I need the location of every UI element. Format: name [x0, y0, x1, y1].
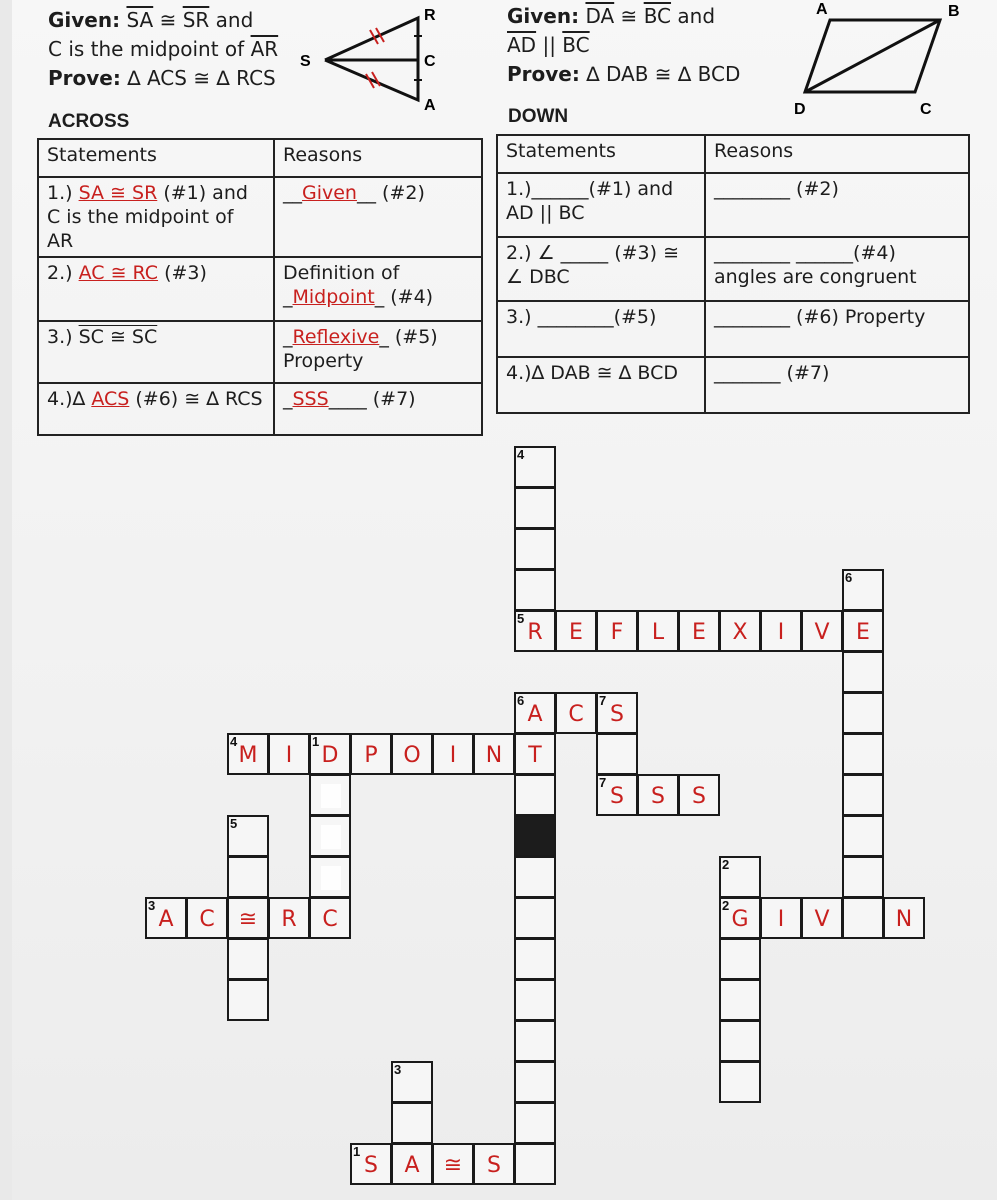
cell-letter: X: [732, 620, 748, 645]
seg-ad: $\overline{AD}$: [507, 33, 537, 57]
cell-letter: S: [487, 1153, 501, 1178]
row-num: 2.): [47, 262, 73, 284]
label-a: A: [424, 97, 436, 114]
reason-text: _______ (#7): [705, 357, 969, 413]
reason-text: Definition of: [283, 262, 400, 284]
right-given: Given: $\overline{DA}$ ≅ $\overline{BC}$ and $\overline{AD}$ || $\overline{BC}$ Prove: ∆ DAB ≅ ∆ BCD: [507, 4, 741, 86]
reason-text: ________ (#2): [705, 173, 969, 237]
parallelogram-diagram: [790, 0, 990, 120]
cell-letter: S: [610, 702, 624, 727]
clue-number: 3: [148, 898, 156, 913]
label-b: B: [948, 3, 960, 20]
cell-letter: M: [238, 743, 258, 768]
cell-letter: F: [610, 620, 624, 645]
cell-letter: I: [285, 743, 293, 768]
reason-text: (#2): [382, 182, 425, 204]
across-row: 3.) SC ≅ SC _Reflexive_ (#5) Property: [38, 321, 482, 383]
across-row: 1.) SA ≅ SR (#1) and C is the midpoint of AR __Given__ (#2): [38, 177, 482, 257]
cell-letter: D: [321, 743, 339, 768]
cell-letter: P: [364, 743, 378, 768]
clue-number: 7: [599, 693, 607, 708]
label-s: S: [300, 53, 311, 70]
across-table: [37, 138, 483, 436]
clue-number: 7: [599, 775, 607, 790]
cell-letter: E: [692, 620, 706, 645]
label-c: C: [424, 53, 436, 70]
cell-letter: C: [199, 907, 215, 932]
across-col-reasons: Reasons: [274, 139, 482, 177]
cell-letter: S: [692, 784, 706, 809]
given-midpoint-text: C is the midpoint of: [48, 37, 245, 61]
answer-fill: ACS: [91, 388, 130, 410]
row-num: 1.): [47, 182, 73, 204]
cell-letter: N: [895, 907, 913, 932]
cell-letter: ≅: [443, 1153, 463, 1178]
cell-letter: G: [731, 907, 749, 932]
reason-text: (#4): [390, 286, 434, 308]
cell-letter: A: [158, 907, 174, 932]
clue-number: 5: [230, 816, 238, 831]
cell-letter: T: [528, 743, 542, 768]
across-row: 2.) AC ≅ RC (#3) Definition of _Midpoint_ (#4): [38, 257, 482, 321]
across-col-statements: Statements: [38, 139, 274, 177]
clue-number: 1: [353, 1144, 361, 1159]
down-heading: DOWN: [508, 106, 569, 127]
cell-letter: I: [777, 907, 785, 932]
cell-letter: S: [651, 784, 665, 809]
given-label-right: Given:: [507, 4, 580, 28]
statement-text: (#1) and C is the midpoint of AR: [47, 182, 248, 252]
label-c-right: C: [920, 101, 932, 118]
statement-text: 2.) ∠ _____ (#3) ≅ ∠ DBC: [497, 237, 705, 301]
seg-bc-2: $\overline{BC}$: [562, 33, 590, 57]
down-row: [497, 357, 969, 413]
down-row: [497, 301, 969, 357]
answer-fill: Reflexive: [292, 326, 380, 348]
prove-label-right: Prove:: [507, 62, 580, 86]
statement-text: (#3): [164, 262, 207, 284]
prove-text-right: ∆ DAB ≅ ∆ BCD: [586, 62, 741, 86]
across-row: 4.)∆ ACS (#6) ≅ ∆ RCS _SSS____ (#7): [38, 383, 482, 435]
cell-letter: V: [814, 620, 830, 645]
given-label: Given:: [48, 8, 121, 32]
cell-letter: R: [281, 907, 297, 932]
reason-text: ________ ______(#4) angles are congruent: [705, 237, 969, 301]
cell-letter: I: [777, 620, 785, 645]
cell-letter: A: [527, 702, 543, 727]
down-col-reasons: Reasons: [705, 135, 969, 173]
prove-text: ∆ ACS ≅ ∆ RCS: [127, 66, 276, 90]
clue-number: 3: [394, 1062, 402, 1077]
answer-fill: SA ≅ SR: [78, 182, 158, 204]
left-given: Given: $\overline{SA}$ ≅ $\overline{SR}$ and C is the midpoint of $\overline{AR}$ Prove: ∆ ACS ≅ ∆ RCS: [48, 8, 279, 90]
seg-da: $\overline{DA}$: [585, 4, 615, 28]
clue-number: 1: [312, 734, 320, 749]
down-row: [497, 237, 969, 301]
clue-number: 2: [722, 898, 730, 913]
cell-letter: S: [610, 784, 624, 809]
seg-ar: $\overline{AR}$: [250, 37, 279, 61]
down-row: [497, 173, 969, 237]
given-and: and: [215, 8, 254, 32]
seg-sr: $\overline{SR}$: [182, 8, 210, 32]
cell-letter: C: [568, 702, 584, 727]
answer-fill: SSS: [292, 388, 329, 410]
cell-letter: O: [403, 743, 421, 768]
cell-letter: I: [449, 743, 457, 768]
statement-text: SC ≅ SC: [78, 326, 158, 348]
row-num: 4.)∆: [47, 388, 86, 410]
down-table: [496, 134, 970, 414]
seg-bc: $\overline{BC}$: [643, 4, 672, 28]
label-d: D: [794, 101, 806, 118]
label-r: R: [424, 7, 436, 24]
triangle-diagram: [290, 0, 450, 115]
cell-letter: R: [527, 620, 543, 645]
statement-text: 1.)______(#1) and AD || BC: [497, 173, 705, 237]
clue-number: 4: [230, 734, 238, 749]
reason-text: ________ (#6) Property: [705, 301, 969, 357]
across-heading: ACROSS: [48, 111, 130, 132]
clue-number: 6: [845, 570, 853, 585]
down-col-statements: Statements: [497, 135, 705, 173]
cell-letter: A: [404, 1153, 420, 1178]
cell-letter: N: [485, 743, 503, 768]
clue-number: 4: [517, 447, 525, 462]
clue-number: 2: [722, 857, 730, 872]
seg-sa: $\overline{SA}$: [126, 8, 154, 32]
answer-fill: AC ≅ RC: [78, 262, 159, 284]
cell-letter: S: [364, 1153, 378, 1178]
cell-letter: ≅: [238, 907, 258, 932]
statement-text: (#6) ≅ ∆ RCS: [135, 388, 263, 410]
clue-number: 5: [517, 611, 525, 626]
clue-number: 6: [517, 693, 525, 708]
row-num: 3.): [47, 326, 73, 348]
cell-letter: C: [322, 907, 338, 932]
cell-letter: V: [814, 907, 830, 932]
statement-text: 4.)∆ DAB ≅ ∆ BCD: [497, 357, 705, 413]
given-and-right: and: [677, 4, 716, 28]
reason-text: (#7): [372, 388, 416, 410]
cell-letter: L: [651, 620, 665, 645]
statement-text: 3.) ________(#5): [497, 301, 705, 357]
prove-label: Prove:: [48, 66, 121, 90]
answer-fill: Given: [302, 182, 357, 204]
reason-text: (#5) Property: [283, 326, 438, 372]
answer-fill: Midpoint: [292, 286, 375, 308]
cell-letter: E: [856, 620, 870, 645]
label-a-right: A: [816, 1, 828, 18]
cell-letter: E: [569, 620, 583, 645]
